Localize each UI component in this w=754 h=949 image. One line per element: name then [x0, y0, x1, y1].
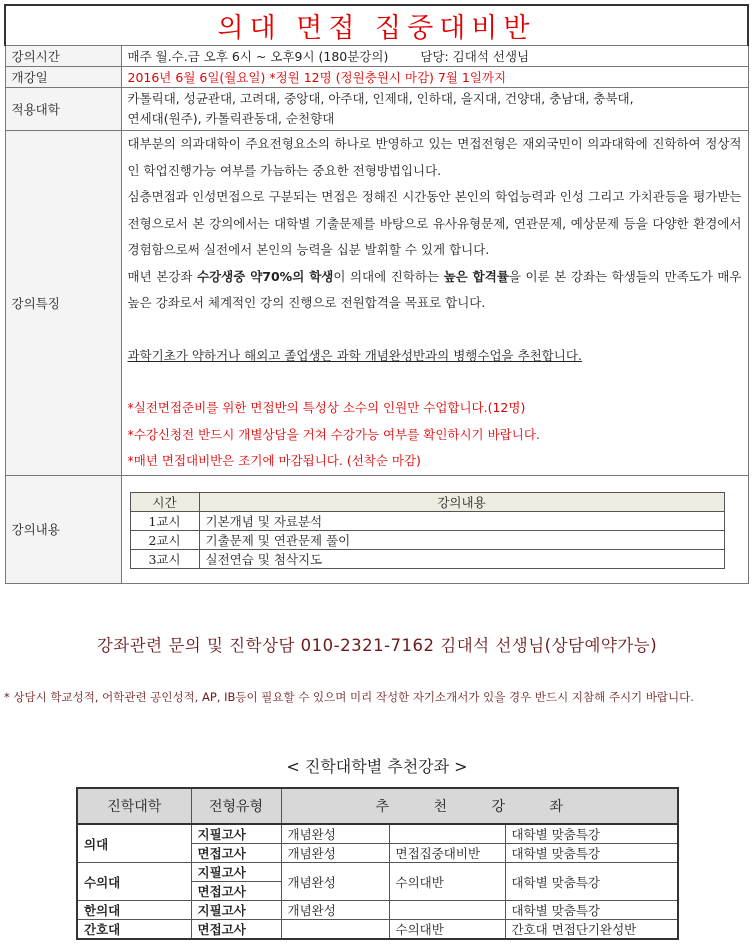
- open-label: 개강일: [5, 67, 121, 88]
- schedule-period: 3교시: [130, 549, 199, 568]
- course-info-table: [4, 4, 749, 584]
- rec-course: 대학별 맞춤특강: [505, 844, 678, 863]
- feature-note-1: *실전면접준비를 위한 면접반의 특성상 소수의 인원만 수업합니다.(12명): [127, 400, 526, 415]
- rec-course: 간호대 면접단기완성반: [505, 920, 678, 940]
- rec-type: 지필고사: [191, 901, 281, 920]
- schedule-content: 기출문제 및 연관문제 풀이: [199, 530, 724, 549]
- rec-univ: 수의대: [77, 863, 191, 901]
- feature-p3-e: 을 이룬 본 강좌는 학생들의 만족도가 매우 높은 강좌로서 체계적인 강의 진행으로 전원합격을 목표로 합니다.: [127, 268, 742, 310]
- feature-p3-a: 매년 본강좌: [127, 268, 197, 284]
- rec-course: 개념완성: [281, 901, 389, 920]
- feature-paragraph-3: [128, 264, 742, 317]
- univ-label: 적용대학: [5, 88, 121, 131]
- schedule-period: 2교시: [130, 530, 199, 549]
- rec-course: 면접집중대비반: [389, 844, 505, 863]
- rec-course: 개념완성: [281, 824, 389, 844]
- feature-note-2: *수강신청전 반드시 개별상담을 거쳐 수강가능 여부를 확인하시기 바랍니다.: [127, 426, 540, 442]
- page: [4, 4, 749, 584]
- rec-row: [77, 920, 678, 940]
- rec-row: [77, 863, 678, 882]
- rec-course: 개념완성: [281, 863, 389, 901]
- schedule-header-time: 시간: [130, 492, 199, 511]
- rec-univ: 간호대: [77, 920, 191, 940]
- rec-row: [77, 901, 678, 920]
- rec-course: 수의대반: [389, 863, 505, 901]
- content-label: 강의내용: [5, 475, 121, 583]
- open-value: 2016년 6월 6일(월요일) *정원 12명 (정원충원시 마감) 7월 1일까지: [121, 67, 748, 88]
- rec-course: 대학별 맞춤특강: [505, 901, 678, 920]
- rec-type: 면접고사: [191, 920, 281, 940]
- content-cell: [121, 475, 748, 583]
- rec-header-courses: 추 천 강 좌: [281, 788, 678, 824]
- feature-recommend: 과학기초가 약하거나 해외고 졸업생은 과학 개념완성반과의 병행수업을 추천합니다.: [127, 347, 582, 363]
- feature-p3-highlight-2: 높은 합격률: [443, 268, 509, 284]
- recommend-title: < 진학대학별 추천강좌 >: [286, 757, 468, 776]
- rec-univ: 의대: [77, 824, 191, 863]
- feature-paragraph-2: 심층면접과 인성면접으로 구분되는 면접은 정해진 시간동안 본인의 학업능력과 인성 그리고 가치관등을 평가받는 전형으로서 본 강의에서는 대학별 기출문제를 바탕으로 유사유형문제, 연관문제, 예상문제 등을 다양한 환경에서 경험함으로써 실전에서 본인의 능력을 십분 발휘할 수 있게 합니다.: [127, 189, 742, 257]
- consult-note: * 상담시 학교성적, 어학관련 공인성적, AP, IB등이 필요할 수 있으며 미리 작성한 자기소개서가 있을 경우 반드시 지참해 주시기 바랍니다.: [4, 690, 694, 704]
- rec-course: [389, 824, 505, 844]
- rec-univ: 한의대: [77, 901, 191, 920]
- rec-course: 대학별 맞춤특강: [505, 863, 678, 901]
- univ-line-2: 연세대(원주), 카톨릭관동대, 순천향대: [127, 111, 335, 126]
- rec-type: 지필고사: [191, 863, 281, 882]
- recommend-table: [76, 787, 679, 940]
- feature-note-3: *매년 면접대비반은 조기에 마감됩니다. (선착순 마감): [127, 453, 421, 468]
- time-value: 매주 월.수.금 오후 6시 ~ 오후9시 (180분강의): [127, 49, 389, 64]
- title-cell: [5, 5, 748, 46]
- rec-type: 면접고사: [191, 844, 281, 863]
- rec-header-type: 전형유형: [191, 788, 281, 824]
- feature-p3-c: 이 의대에 진학하는: [333, 268, 444, 284]
- schedule-row: [130, 511, 724, 530]
- rec-course: [389, 901, 505, 920]
- feature-label: 강의특징: [5, 131, 121, 476]
- contact-line: 강좌관련 문의 및 진학상담 010-2321-7162 김대석 선생님(상담예약가능): [96, 636, 658, 655]
- feature-p3-highlight-1: 수강생중 약70%의 학생: [196, 268, 334, 284]
- schedule-row: [130, 549, 724, 568]
- rec-type: 지필고사: [191, 824, 281, 844]
- schedule-period: 1교시: [130, 511, 199, 530]
- time-label: 강의시간: [5, 46, 121, 67]
- rec-course: 개념완성: [281, 844, 389, 863]
- rec-course: 대학별 맞춤특강: [505, 824, 678, 844]
- page-title: 의대 면접 집중대비반: [217, 13, 536, 44]
- feature-cell: [121, 131, 748, 476]
- schedule-table: [130, 492, 725, 569]
- teacher-name: 담당: 김대석 선생님: [420, 49, 530, 64]
- rec-row: [77, 824, 678, 844]
- schedule-content: 기본개념 및 자료분석: [199, 511, 724, 530]
- univ-line-1: 카톨릭대, 성균관대, 고려대, 중앙대, 아주대, 인제대, 인하대, 을지대, 건양대, 충남대, 충북대,: [127, 91, 634, 106]
- rec-header-univ: 진학대학: [77, 788, 191, 824]
- schedule-header-content: 강의내용: [199, 492, 724, 511]
- schedule-row: [130, 530, 724, 549]
- rec-course: 수의대반: [389, 920, 505, 940]
- rec-type: 면접고사: [191, 882, 281, 901]
- time-cell: [121, 46, 748, 67]
- univ-cell: [121, 88, 748, 131]
- schedule-content: 실전연습 및 첨삭지도: [199, 549, 724, 568]
- feature-paragraph-1: 대부분의 의과대학이 주요전형요소의 하나로 반영하고 있는 면접전형은 재외국민이 의과대학에 진학하여 정상적인 학업진행가능 여부를 가늠하는 중요한 전형방법입니다.: [127, 136, 742, 178]
- rec-course: [281, 920, 389, 940]
